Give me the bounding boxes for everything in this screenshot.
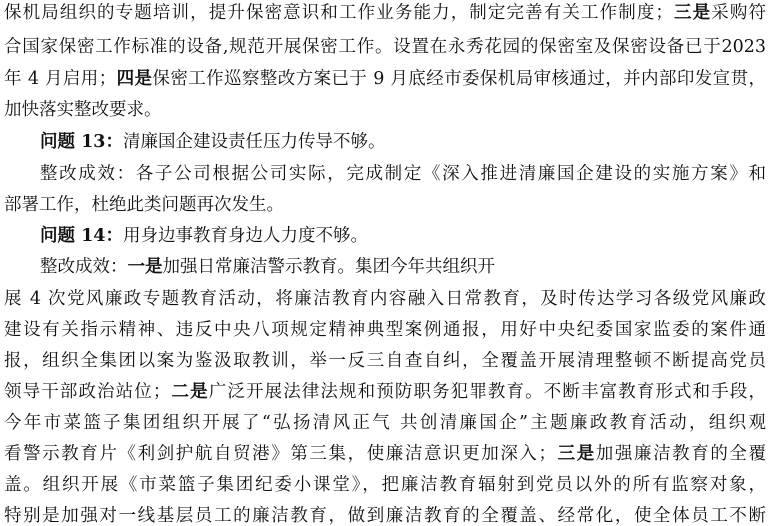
- text-line: [4, 95, 766, 125]
- text-run: 报，组织全集团以案为鉴汲取教训，举一反三自查自纠，全覆盖开展清理整顿不断提高党员: [4, 351, 766, 371]
- text-line: [4, 408, 766, 438]
- text-line: [4, 284, 766, 314]
- text-line: [4, 470, 766, 500]
- text-run: 领导干部政治站位；: [4, 382, 171, 402]
- issue-title: 用身边事教育身边人力度不够。: [122, 226, 368, 246]
- text-line: [4, 346, 766, 376]
- bold-text-run: 一是: [127, 257, 163, 277]
- text-run: 加强日常廉洁警示教育。集团今年共组织开: [162, 257, 495, 277]
- bold-text-run: 三是: [556, 444, 596, 464]
- text-run: 整改成效：: [40, 257, 128, 277]
- text-run: 部署工作，杜绝此类问题再次发生。: [4, 195, 284, 215]
- text-run: 展 4 次党风廉政专题教育活动，将廉洁教育内容融入日常教育，及时传达学习各级党风廉政: [4, 289, 766, 309]
- text-run: 看警示教育片《利剑护航自贸港》第三集，使廉洁意识更加深入；: [4, 444, 557, 464]
- text-line: [4, 439, 766, 469]
- text-run: 采购符: [711, 3, 767, 23]
- text-line: [40, 252, 766, 282]
- text-line: [4, 64, 766, 94]
- text-run: 整改成效：各子公司根据公司实际，完成制定《深入推进清廉国企建设的实施方案》和: [40, 164, 766, 184]
- text-line: [4, 190, 766, 220]
- text-run: 保机局组织的专题培训，提升保密意识和工作业务能力，制定完善有关工作制度；: [4, 3, 673, 23]
- text-run: 合国家保密工作标准的设备,规范开展保密工作。设置在永秀花园的保密室及保密设备已于2023: [4, 37, 766, 57]
- issue-number-label: 问题 13：: [40, 132, 123, 152]
- issue-title: 清廉国企建设责任压力传导不够。: [122, 132, 386, 152]
- text-run: 建设有关指示精神、违反中央八项规定精神典型案例通报，用好中央纪委国家监委的案件通: [4, 320, 766, 340]
- text-run: 盖。组织开展《市菜篮子集团纪委小课堂》，把廉洁教育辐射到党员以外的所有监察对象，: [4, 475, 766, 495]
- text-line: [4, 501, 766, 526]
- text-line: [4, 32, 766, 62]
- bold-text-run: 三是: [672, 3, 712, 23]
- text-run: 保密工作巡察整改方案已于 9 月底经市委保机局审核通过，并内部印发宣贯，: [152, 69, 766, 89]
- text-line: [4, 377, 766, 407]
- text-run: 广泛开展法律法规和预防职务犯罪教育。不断丰富教育形式和手段，: [208, 382, 767, 402]
- text-line: [4, 315, 766, 345]
- bold-text-run: 二是: [170, 382, 209, 402]
- issue-heading: [40, 221, 766, 251]
- issue-heading: [40, 127, 766, 157]
- text-run: 加快落实整改要求。: [4, 100, 162, 120]
- text-run: 年 4 月启用；: [4, 69, 117, 89]
- bold-text-run: 四是: [116, 69, 153, 89]
- text-run: 加强廉洁教育的全覆: [595, 444, 767, 464]
- text-run: 今年市菜篮子集团组织开展了“弘扬清风正气 共创清廉国企”主题廉政教育活动，组织观: [4, 413, 766, 433]
- text-line: [40, 159, 766, 189]
- issue-number-label: 问题 14：: [40, 226, 123, 246]
- text-run: 特别是加强对一线基层员工的廉洁教育，做到廉洁教育的全覆盖、经常化，使全体员工不断: [4, 506, 766, 526]
- text-line: [4, 0, 766, 28]
